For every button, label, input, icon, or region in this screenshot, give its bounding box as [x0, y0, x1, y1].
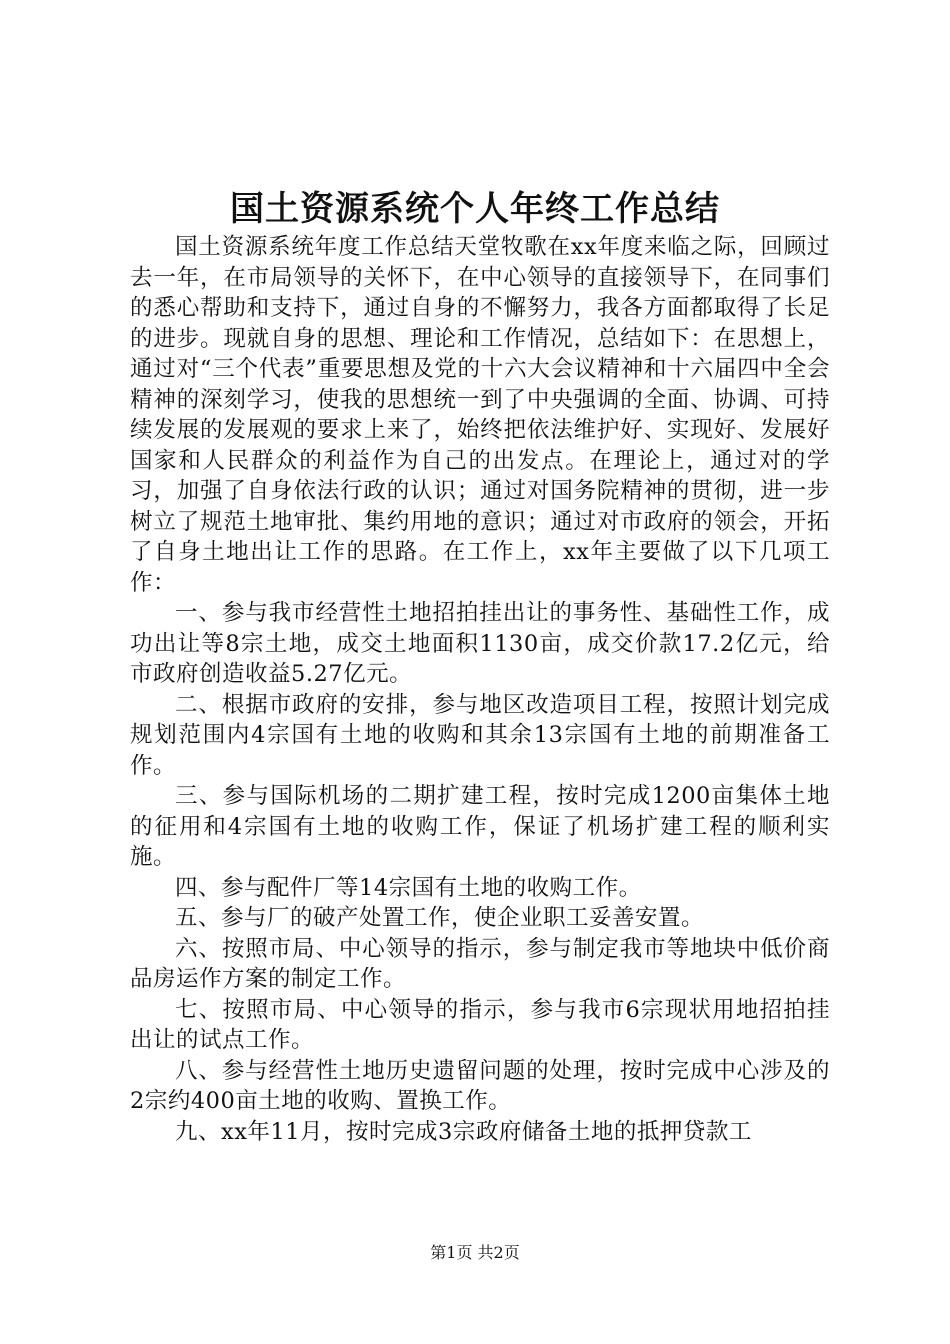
- paragraph-item-1: 一、参与我市经营性土地招拍挂出让的事务性、基础性工作，成功出让等8宗土地，成交土地面积1130亩，成交价款17.2亿元，给市政府创造收益5.27亿元。: [130, 600, 830, 687]
- paragraph-item-4: 四、参与配件厂等14宗国有土地的收购工作。: [175, 874, 642, 901]
- document-body: [130, 232, 830, 1147]
- paragraph-item-3: 三、参与国际机场的二期扩建工程，按时完成1200亩集体土地的征用和4宗国有土地的收购工作，保证了机场扩建工程的顺利实施。: [130, 783, 830, 870]
- paragraph-intro: 国土资源系统年度工作总结天堂牧歌在xx年度来临之际，回顾过去一年，在市局领导的关怀下，在中心领导的直接领导下，在同事们的悉心帮助和支持下，通过自身的不懈努力，我各方面都取得了长足的进步。现就自身的思想、理论和工作情况，总结如下：在思想上，通过对“三个代表”重要思想及党的十六大会议精神和十六届四中全会精神的深刻学习，使我的思想统一到了中央强调的全面、协调、可持续发展的发展观的要求上来了，始终把依法维护好、实现好、发展好国家和人民群众的利益作为自己的出发点。在理论上，通过对的学习，加强了自身依法行政的认识；通过对国务院精神的贯彻，进一步树立了规范土地审批、集约用地的意识；通过对市政府的领会，开拓了自身土地出让工作的思路。在工作上，xx年主要做了以下几项工作：: [130, 234, 830, 596]
- paragraph-item-6: 六、按照市局、中心领导的指示，参与制定我市等地块中低价商品房运作方案的制定工作。: [130, 935, 830, 992]
- page-footer: 第1页 共2页: [430, 1243, 520, 1262]
- document-title: 国土资源系统个人年终工作总结: [230, 189, 720, 229]
- paragraph-item-5: 五、参与厂的破产处置工作，使企业职工妥善安置。: [175, 905, 705, 931]
- paragraph-item-9: 九、xx年11月，按时完成3宗政府储备土地的抵押贷款工: [175, 1118, 752, 1145]
- paragraph-item-8: 八、参与经营性土地历史遗留问题的处理，按时完成中心涉及的2宗约400亩土地的收购、置换工作。: [130, 1057, 830, 1114]
- paragraph-item-2: 二、根据市政府的安排，参与地区改造项目工程，按照计划完成规划范围内4宗国有土地的收购和其余13宗国有土地的前期准备工作。: [130, 691, 830, 779]
- paragraph-item-7: 七、按照市局、中心领导的指示，参与我市6宗现状用地招拍挂出让的试点工作。: [130, 996, 830, 1053]
